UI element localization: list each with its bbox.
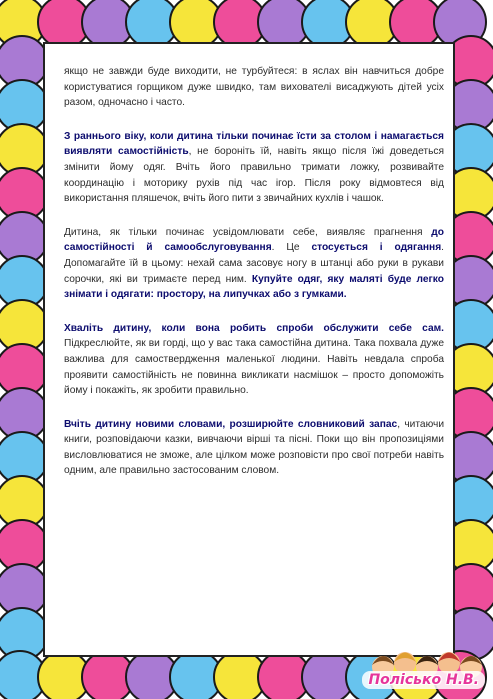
bold-run: до самостійності й самообслуговування [64,226,444,254]
paragraph [64,321,444,399]
text-run: , не бороніть їй, навіть якщо після їжі доведеться змінити йому одяг. Вчіть його правильно тримати ложку, розвивайте координацію і моторику рухів під час ігор. Після року відмовтеся від використання пляшечок, вчіть його пити з звичайних кухлів і чашок. [64,146,444,205]
bold-run: З раннього віку, коли дитина тільки починає їсти за столом і намагається виявляти самостійність [64,130,444,158]
text-run: . Це [271,242,312,254]
article-text [64,64,444,497]
paragraph [64,225,444,303]
text-run: Дитина, як тільки починає усвідомлювати себе, виявляє прагнення [64,226,432,238]
bold-run: Хваліть дитину, коли вона робить спроби обслужити себе сам. [64,322,444,334]
author-signature: Полісько Н.В. [362,671,485,689]
bold-run: Вчіть дитину новими словами, розширюйте словниковий запас [64,418,398,430]
text-run: , читаючи книги, розповідаючи казки, вивчаючи вірші та пісні. Поки що він пропозиціями висловлюватися не зможе, але цілком може розповісти про свої потреби навіть одним, але правильно застосованим словом. [64,418,445,477]
text-run: Підкреслюйте, як ви горді, що у вас така самостійна дитина. Така похвала дуже важлива для самоствердження маленької людини. Навіть невдала спроба проявити самостійність не повинна викликати насмішок – просто допоможіть йому і покажіть, як зробити правильно. [64,338,444,397]
bold-run: стосується і одягання [311,242,442,254]
text-run: якщо не завжди буде виходити, не турбуйтеся: в яслах він навчиться добре користуватися горщиком дуже швидко, там вихователі висаджують дітей усіх разом, одночасно і часто. [64,66,444,109]
text-run: . Допомагайте їй в цьому: нехай сама засовує ногу в штанці або руки в рукави сорочки, які ви тримаєте перед ним. [64,242,444,285]
bold-run: Купуйте одяг, яку маляті буде легко знімати і одягати: простору, на липучках або з гумками. [64,273,444,301]
paragraph [64,129,444,207]
paragraph [64,417,444,479]
paragraph [64,64,444,111]
